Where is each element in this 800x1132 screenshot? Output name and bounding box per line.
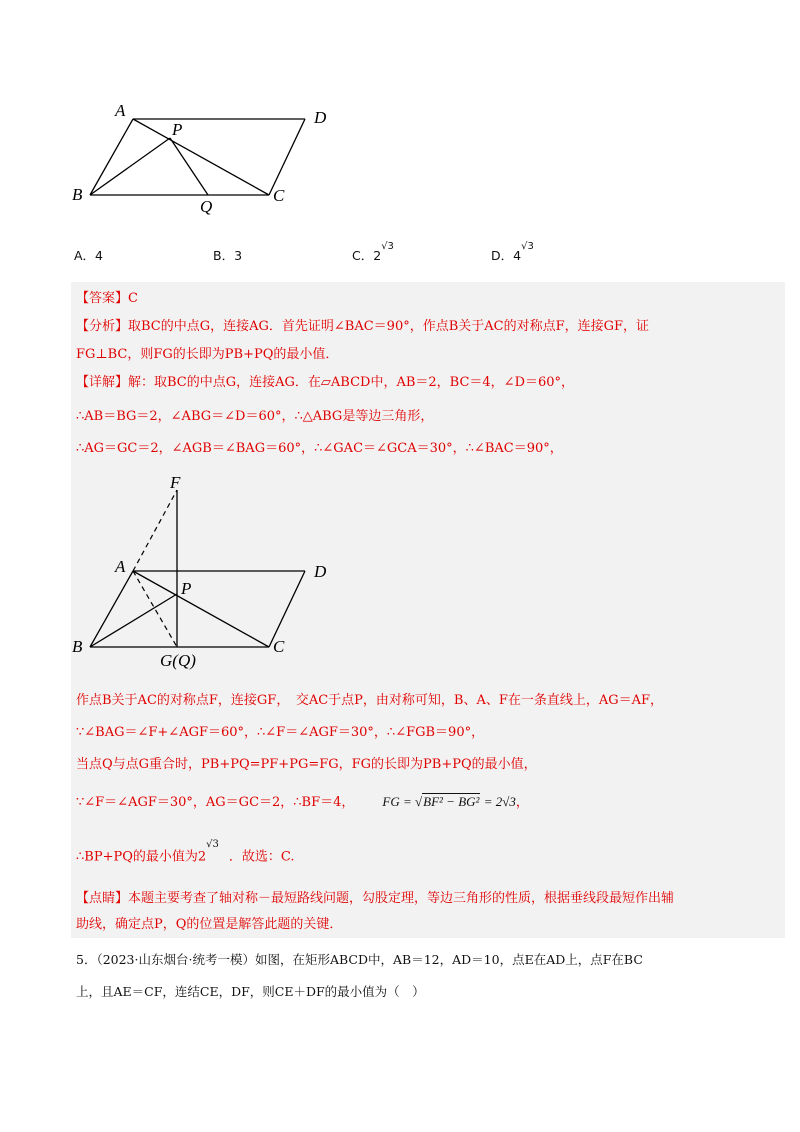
label-Q: Q (200, 197, 213, 216)
detail-line-2: ∴AB＝BG＝2，∠ABG＝∠D＝60°，∴△ABG是等边三角形， (76, 409, 434, 424)
question-5-line-1: 5．（2023·山东烟台·统考一模）如图，在矩形ABCD中，AB＝12，AD＝10，点E在AD上，点F在BC (76, 952, 643, 967)
after-line-1: 作点B关于AC的对称点F，连接GF， 交AC于点P，由对称可知，B、A、F在一条直线上，AG＝AF， (76, 693, 664, 708)
question-5-line-2: 上，且AE＝CF，连结CE，DF，则CE＋DF的最小值为（ ） (76, 984, 425, 999)
label-A: A (115, 101, 126, 120)
label-P: P (172, 120, 183, 139)
label-C: C (273, 186, 285, 205)
after-line-2: ∵∠BAG＝∠F+∠AGF＝60°，∴∠F＝∠AGF＝30°，∴∠FGB＝90°， (76, 725, 485, 740)
option-c: C．$2^{√3}$ (352, 240, 394, 263)
analysis-line-1: 【分析】取BC的中点G，连接AG．首先证明∠BAC＝90°，作点B关于AC的对称点F，连接GF，证 (76, 319, 650, 334)
label-GQ: G(Q) (160, 651, 196, 670)
label-B: B (72, 185, 83, 204)
label-B-2: B (72, 637, 83, 656)
fg-formula: FG = √BF² − BG² = 2√3 (382, 794, 516, 809)
option-d: D．$4^{√3}$ (491, 240, 534, 263)
after-line-5: ∴BP+PQ的最小值为$2^{√3}$．故选：C. (76, 839, 295, 865)
option-b: B．3 (213, 248, 243, 263)
option-a: A．4 (74, 248, 104, 263)
label-A-2: A (115, 557, 126, 576)
analysis-line-2: FG⊥BC，则FG的长即为PB+PQ的最小值． (76, 347, 339, 362)
detail-line-1: 【详解】解：取BC的中点G，连接AG．在▱ABCD中，AB＝2，BC＝4，∠D＝60°， (76, 375, 575, 390)
comment-line-1: 【点睛】本题主要考查了轴对称－最短路线问题，勾股定理，等边三角形的性质，根据垂线段最短作出辅 (76, 891, 675, 906)
label-D-2: D (314, 562, 327, 581)
label-C-2: C (273, 637, 285, 656)
answer-line: 【答案】C (76, 291, 138, 306)
detail-line-3: ∴AG＝GC＝2，∠AGB＝∠BAG＝60°，∴∠GAC＝∠GCA＝30°，∴∠BAC＝90°， (76, 441, 563, 456)
label-D: D (314, 108, 327, 127)
after-line-3: 当点Q与点G重合时，PB+PQ=PF+PG=FG，FG的长即为PB+PQ的最小值， (76, 757, 537, 772)
label-P-2: P (181, 579, 192, 598)
after-line-4: ∵∠F＝∠AGF＝30°，AG＝GC＝2，∴BF＝4， FG = √BF² − BG² = 2√3， (76, 794, 529, 810)
comment-line-2: 助线，确定点P，Q的位置是解答此题的关键． (76, 917, 343, 932)
label-F: F (170, 473, 181, 492)
